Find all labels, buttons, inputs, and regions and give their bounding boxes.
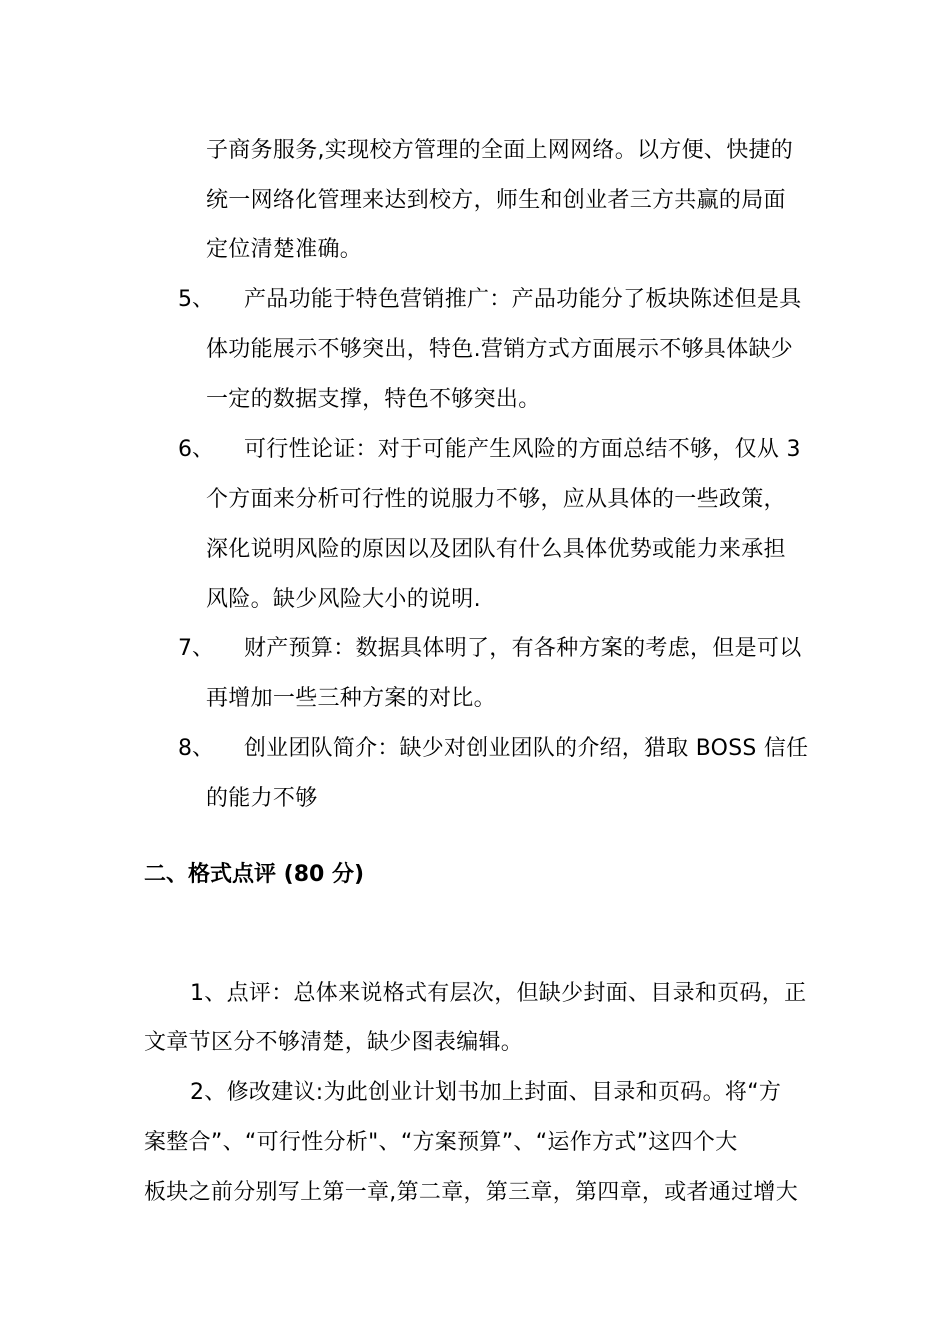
continuation-line: 子商务服务,实现校方管理的全面上网网络。以方便、快捷的 <box>206 138 794 163</box>
list-item-line: 可行性论证：对于可能产生风险的方面总结不够，仅从 3 <box>244 437 801 462</box>
list-item-line: 风险。缺少风险大小的说明. <box>206 587 481 612</box>
continuation-line: 定位清楚准确。 <box>206 237 363 262</box>
paragraph-line: 案整合”、“可行性分析"、“方案预算”、“运作方式”这四个大 <box>144 1130 738 1155</box>
paragraph-line: 1、点评：总体来说格式有层次，但缺少封面、目录和页码，正 <box>190 981 807 1006</box>
list-item-line: 财产预算：数据具体明了，有各种方案的考虑，但是可以 <box>244 636 802 661</box>
list-item-number: 8、 <box>178 736 214 761</box>
list-item-line: 再增加一些三种方案的对比。 <box>206 686 496 711</box>
list-item-number: 5、 <box>178 287 214 312</box>
paragraph-line: 文章节区分不够清楚，缺少图表编辑。 <box>144 1030 524 1055</box>
paragraph-line: 板块之前分别写上第一章,第二章，第三章，第四章，或者通过增大 <box>144 1180 798 1205</box>
list-item-number: 6、 <box>178 437 214 462</box>
list-item-line: 创业团队简介：缺少对创业团队的介绍，猎取 BOSS 信任 <box>244 736 809 761</box>
continuation-line: 统一网络化管理来达到校方，师生和创业者三方共赢的局面 <box>206 188 786 213</box>
list-item-line: 体功能展示不够突出，特色.营销方式方面展示不够具体缺少 <box>206 337 794 362</box>
list-item-line: 产品功能于特色营销推广：产品功能分了板块陈述但是具 <box>244 287 802 312</box>
list-item-line: 的能力不够 <box>206 786 318 811</box>
list-item-number: 7、 <box>178 636 214 661</box>
section-heading: 二、格式点评 (80 分) <box>144 862 365 887</box>
list-item-line: 深化说明风险的原因以及团队有什么具体优势或能力来承担 <box>206 537 786 562</box>
paragraph-line: 2、修改建议:为此创业计划书加上封面、目录和页码。将“方 <box>190 1080 782 1105</box>
list-item-line: 一定的数据支撑，特色不够突出。 <box>206 387 541 412</box>
list-item-line: 个方面来分析可行性的说服力不够，应从具体的一些政策， <box>206 487 786 512</box>
